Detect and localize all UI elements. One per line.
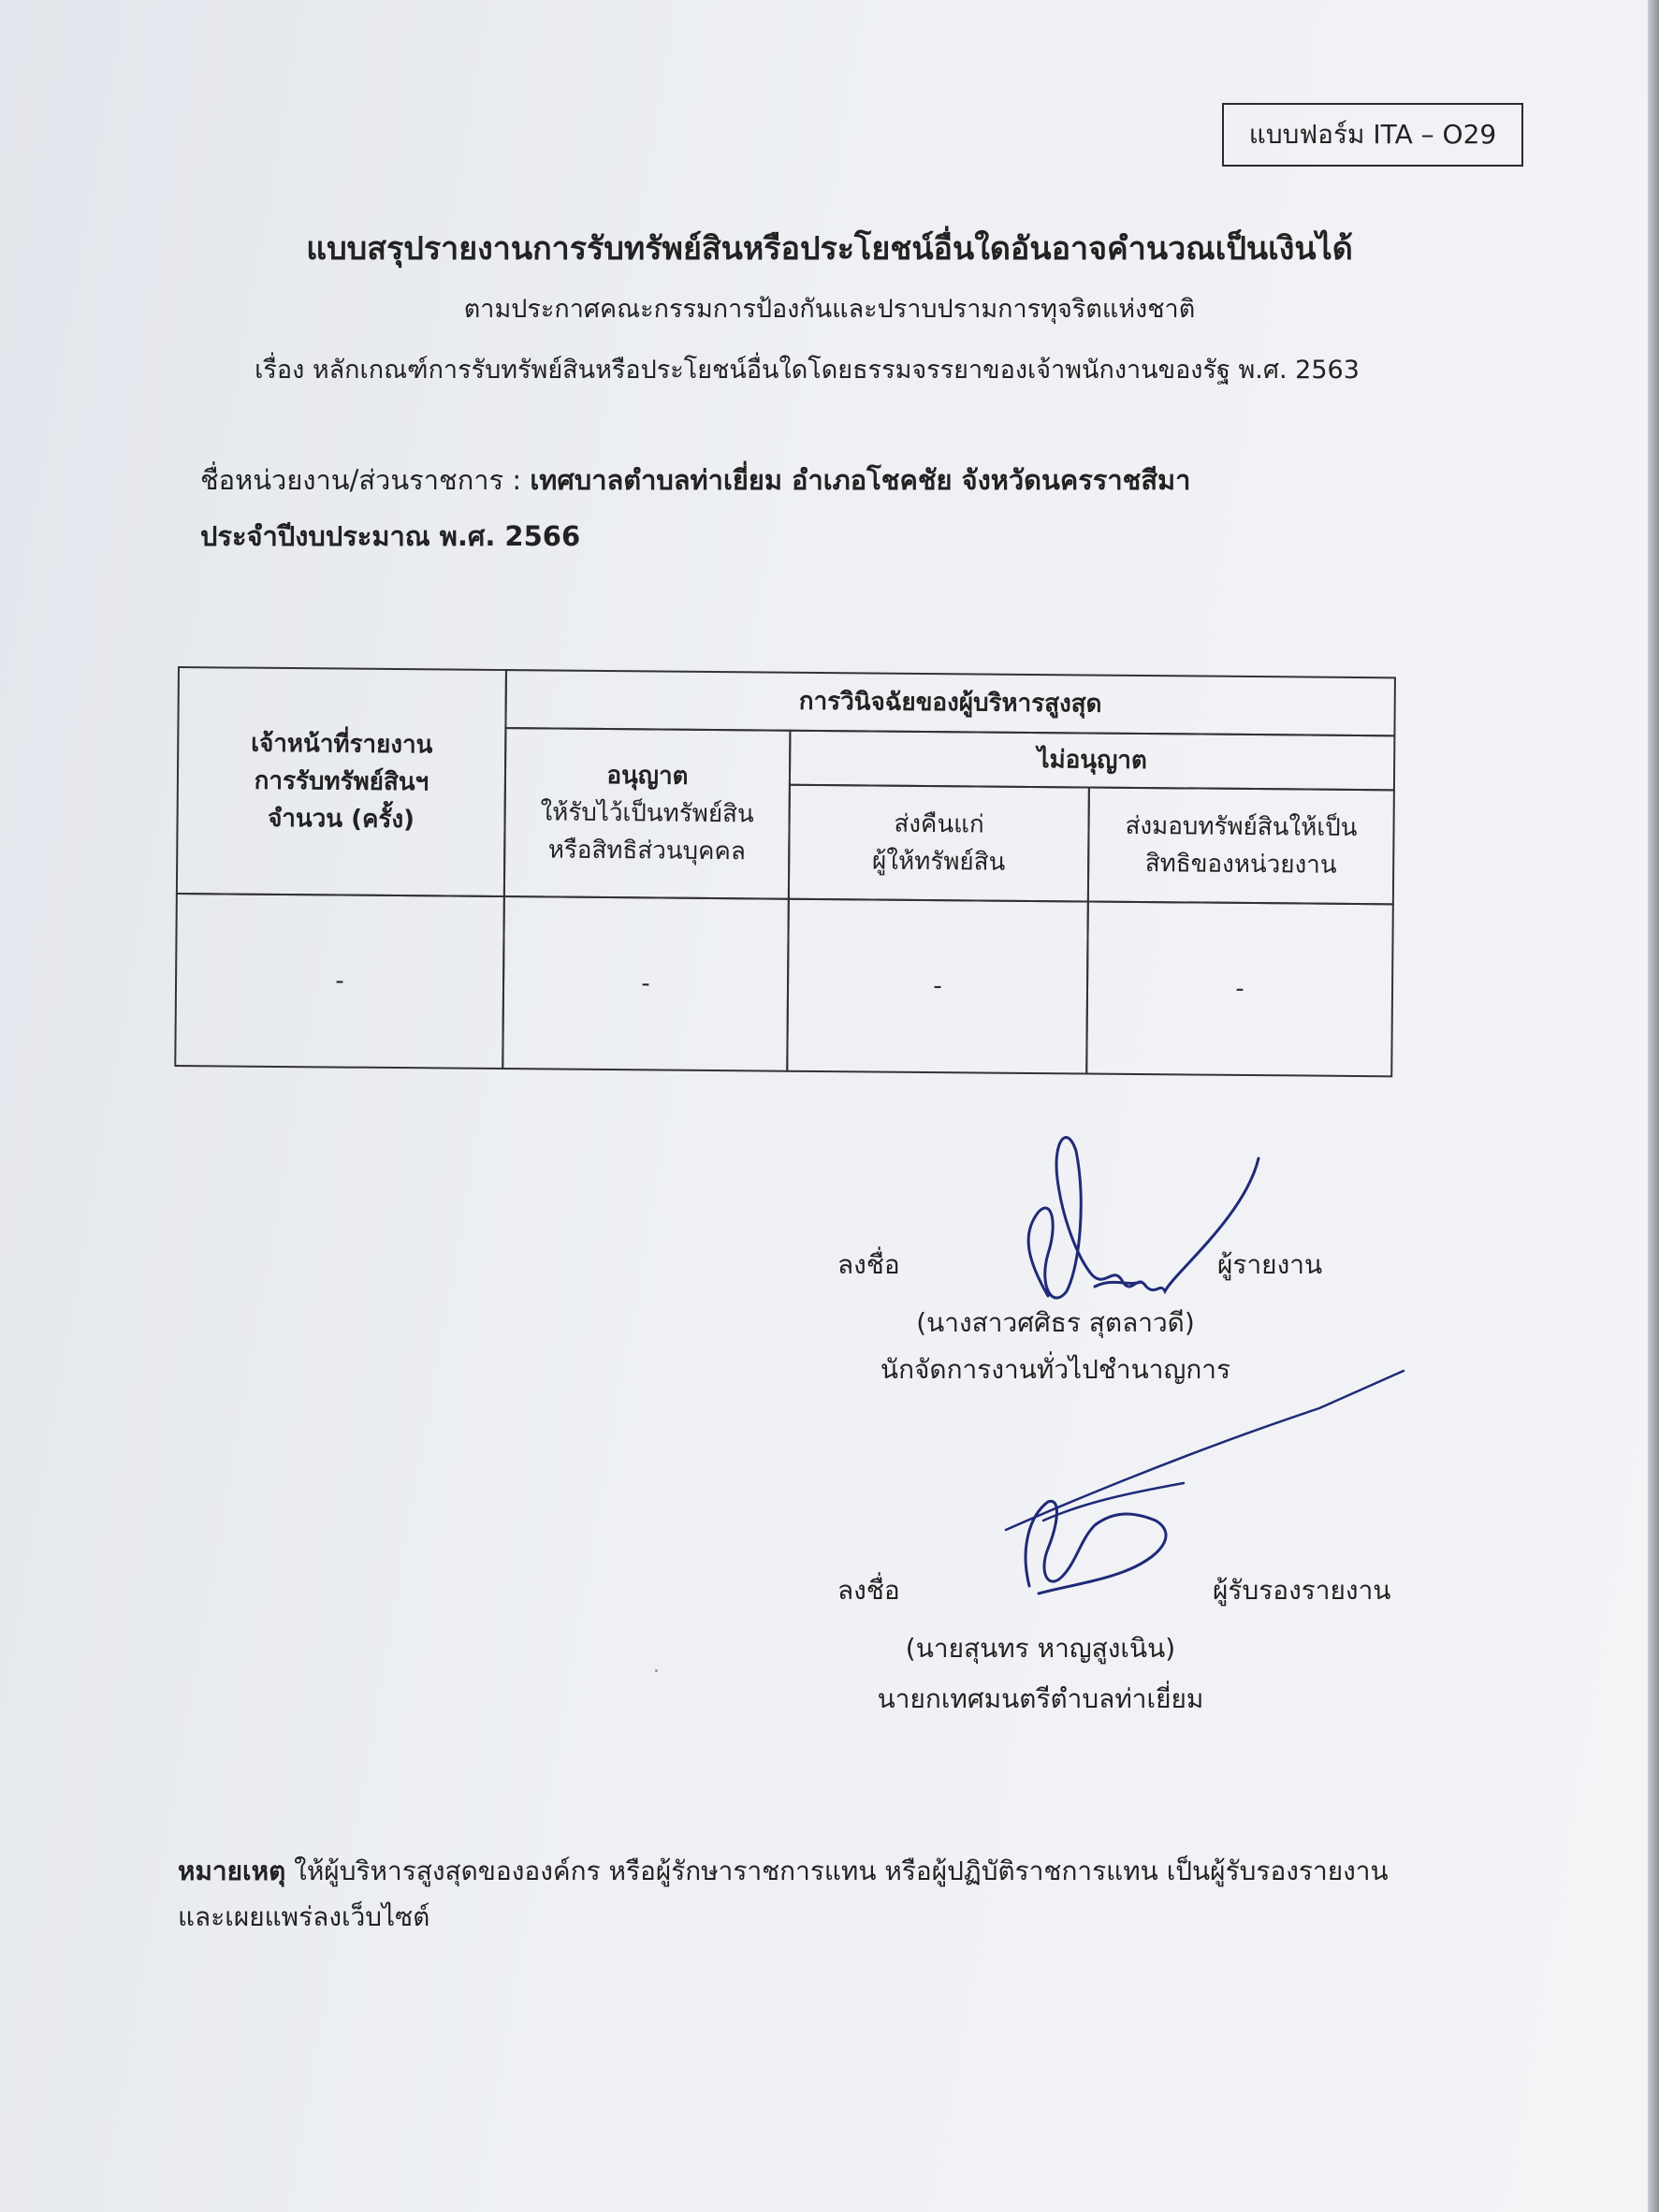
header-reporter-count: เจ้าหน้าที่รายงาน การรับทรัพย์สินฯ จำนวน (ครั้ง) bbox=[176, 666, 507, 897]
header-transfer-to-agency: ส่งมอบทรัพย์สินให้เป็น สิทธิของหน่วยงาน bbox=[1087, 786, 1395, 905]
certifier-sign-label: ลงชื่อ bbox=[837, 1575, 900, 1606]
value-transfer-to-agency: - bbox=[1085, 900, 1394, 1077]
footnote bbox=[178, 1848, 1422, 1940]
footnote-label: หมายเหตุ bbox=[178, 1855, 286, 1886]
reporter-role: ผู้รายงาน bbox=[1217, 1249, 1323, 1280]
paper-speck bbox=[655, 1669, 658, 1672]
reporter-signature bbox=[964, 1123, 1301, 1329]
value-return-to-giver: - bbox=[786, 898, 1089, 1075]
footnote-text: ให้ผู้บริหารสูงสุดขององค์กร หรือผู้รักษาราชการแทน หรือผู้ปฏิบัติราชการแทน เป็นผู้รับรองรายงานและเผยแพร่ลงเว็บไซต์ bbox=[178, 1855, 1389, 1932]
header-not-permit: ไม่อนุญาต bbox=[789, 730, 1395, 792]
agency-line bbox=[200, 458, 1190, 502]
paper-edge bbox=[1648, 0, 1659, 2212]
agency-label: ชื่อหน่วยงาน/ส่วนราชการ : bbox=[200, 464, 522, 496]
agency-value: เทศบาลตำบลท่าเยี่ยม อำเภอโชคชัย จังหวัดนครราชสีมา bbox=[530, 464, 1191, 496]
value-reporter-count: - bbox=[174, 893, 505, 1070]
summary-table bbox=[174, 666, 1394, 1096]
header-permit: อนุญาต ให้รับไว้เป็นทรัพย์สิน หรือสิทธิส่วนบุคคล bbox=[503, 727, 792, 900]
reporter-position: นักจัดการงานทั่วไปชำนาญการ bbox=[880, 1354, 1231, 1385]
header-decision: การวินิจฉัยของผู้บริหารสูงสุด bbox=[504, 669, 1396, 736]
fiscal-year: ประจำปีงบประมาณ พ.ศ. 2566 bbox=[200, 520, 581, 552]
document-subtitle-1: ตามประกาศคณะกรรมการป้องกันและปราบปรามการทุจริตแห่งชาติ bbox=[463, 295, 1196, 324]
reporter-name: (นางสาวศศิธร สุตลาวดี) bbox=[916, 1307, 1195, 1338]
header-return-to-giver: ส่งคืนแก่ ผู้ให้ทรัพย์สิน bbox=[788, 784, 1090, 903]
certifier-name: (นายสุนทร หาญสูงเนิน) bbox=[905, 1633, 1176, 1664]
certifier-role: ผู้รับรองรายงาน bbox=[1213, 1575, 1391, 1606]
document-subtitle-2: เรื่อง หลักเกณฑ์การรับทรัพย์สินหรือประโยชน์อื่นใดโดยธรรมจรรยาของเจ้าพนักงานของรัฐ พ.ศ. 2563 bbox=[255, 356, 1360, 385]
form-code-text: แบบฟอร์ม ITA – O29 bbox=[1248, 119, 1497, 150]
value-permit: - bbox=[502, 895, 790, 1072]
document-title: แบบสรุปรายงานการรับทรัพย์สินหรือประโยชน์อื่นใดอันอาจคำนวณเป็นเงินได้ bbox=[306, 230, 1353, 268]
form-code-box bbox=[1222, 103, 1523, 167]
reporter-sign-label: ลงชื่อ bbox=[837, 1249, 900, 1280]
certifier-position: นายกเทศมนตรีตำบลท่าเยี่ยม bbox=[877, 1683, 1204, 1714]
permit-title: อนุญาต bbox=[606, 761, 689, 791]
